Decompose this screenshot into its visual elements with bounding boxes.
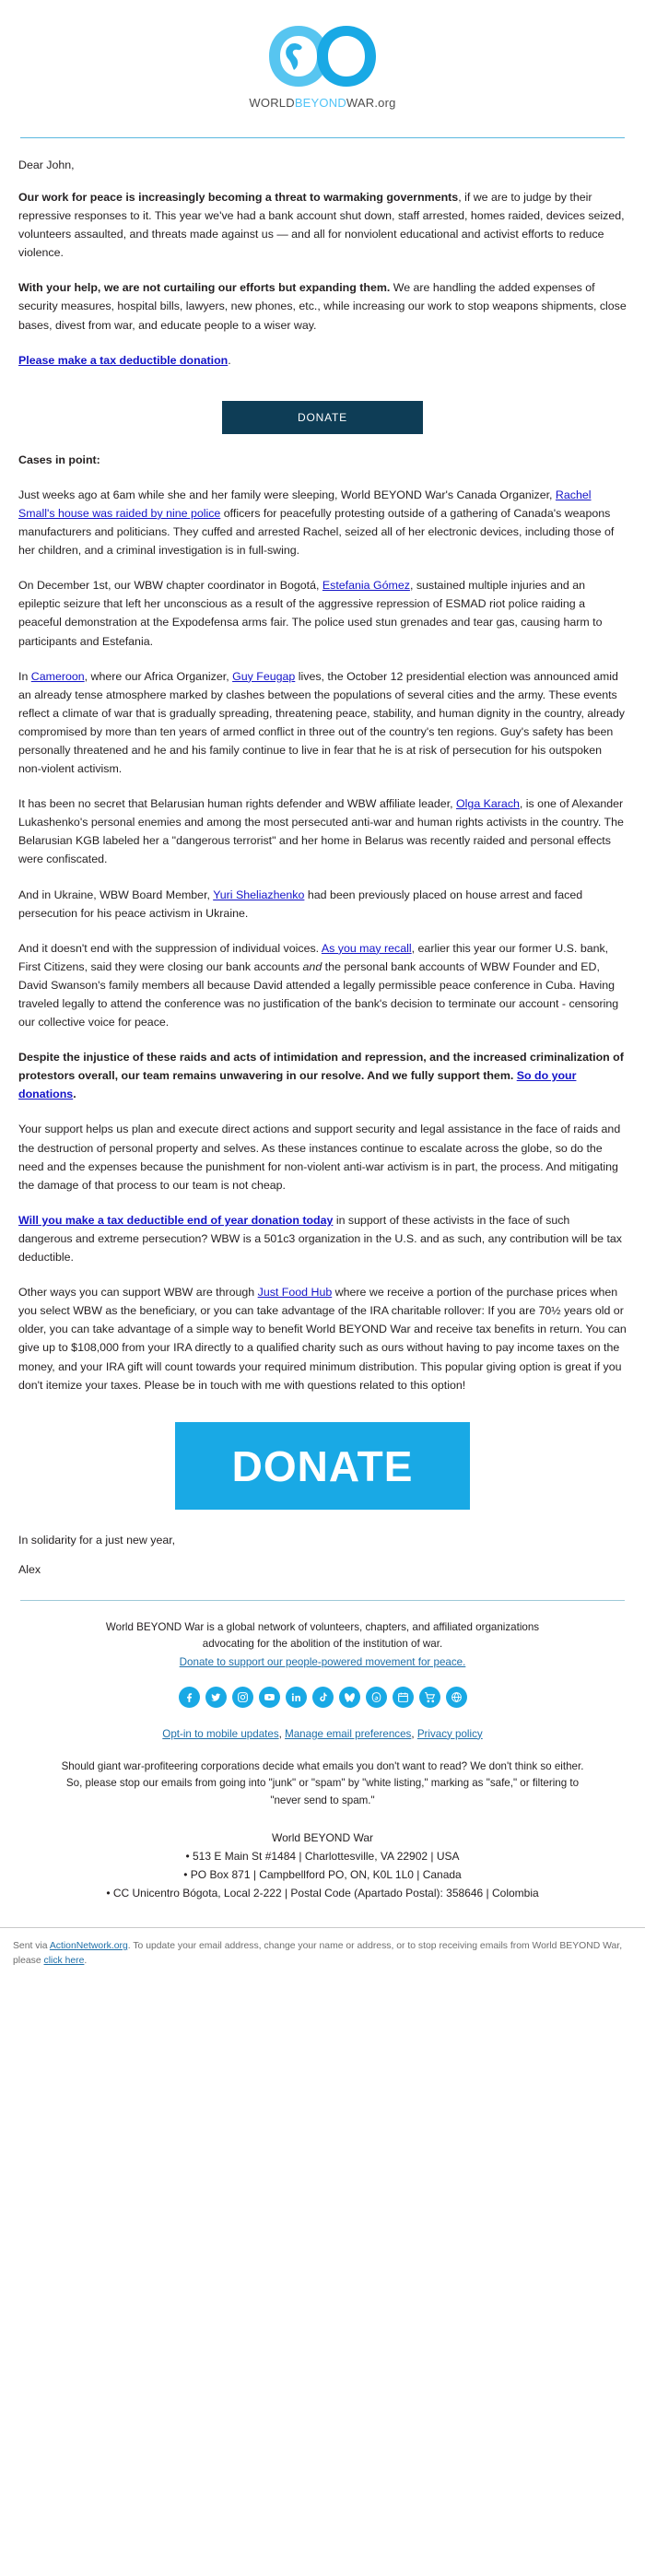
case-estefania-text-b: , sustained multiple injuries and an epileptic seizure that left her unconscious as a result of the aggressive repression of ESMAD riot police raiding a peaceful demonstration at the Expodefensa arms fair. The police used stun grenades and tear gas, causing harm to participants and Estefania. — [18, 579, 603, 648]
case-rachel-small — [18, 486, 627, 559]
other-ways-text-a: Other ways you can support WBW are through — [18, 1286, 258, 1300]
guy-feugap-link[interactable]: Guy Feugap — [232, 669, 296, 683]
case-yuri-text-a: And in Ukraine, WBW Board Member, — [18, 888, 214, 901]
wordmark-beyond: BEYOND — [294, 96, 346, 110]
donate-button-top[interactable]: DONATE — [222, 401, 423, 434]
footer-link-sep-1: , — [278, 1727, 286, 1740]
click-here-unsubscribe-link[interactable]: click here — [43, 1955, 85, 1966]
email-header — [0, 0, 645, 115]
rachel-small-link[interactable]: Rachel Small's house was raided by nine police — [18, 488, 592, 520]
paragraph-end-of-year-ask — [18, 1211, 627, 1266]
mission-line-1: World BEYOND War is a global network of volunteers, chapters, and affiliated organizations — [105, 1620, 540, 1633]
email-footer — [0, 1601, 645, 1900]
just-food-hub-link[interactable]: Just Food Hub — [257, 1286, 333, 1300]
action-network-link[interactable]: ActionNetwork.org — [49, 1941, 128, 1952]
globe-icon[interactable] — [446, 1687, 467, 1708]
social-icon-row — [37, 1687, 608, 1708]
bluesky-icon[interactable] — [339, 1687, 360, 1708]
tax-deductible-donation-link-paragraph — [18, 351, 627, 370]
address-usa: • 513 E Main St #1484 | Charlottesville, VA 22902 | USA — [185, 1850, 460, 1864]
cameroon-link[interactable]: Cameroon — [30, 669, 85, 683]
address-colombia: • CC Unicentro Bógota, Local 2-222 | Postal Code (Apartado Postal): 358646 | Colombia — [106, 1887, 539, 1900]
organization-name: World BEYOND War — [271, 1831, 373, 1845]
paragraph-threat-bold: Our work for peace is increasingly becoming a threat to warmaking governments — [18, 191, 459, 204]
case-olga-text-b: , is one of Alexander Lukashenko's personal enemies and among the most persecuted anti-war and human rights activists in the country. The Belarusian KGB labeled her a "dangerous terrorist" and her home in Belarus was recently raided and personal effects were confiscated. — [18, 797, 624, 866]
footer-links-row — [37, 1728, 608, 1740]
case-olga-karach — [18, 794, 627, 868]
footer-link-sep-2: , — [411, 1727, 417, 1740]
facebook-icon[interactable] — [179, 1687, 200, 1708]
cart-icon[interactable] — [419, 1687, 440, 1708]
paragraph-expanding — [18, 278, 627, 334]
paragraph-resolve-bold: Despite the injustice of these raids and acts of intimidation and repression, and the increased criminalization of protestors overall, our team remains unwavering in our resolve. And we fully support them. — [18, 1051, 624, 1083]
case-estefania-text-a: On December 1st, our WBW chapter coordinator in Bogotá, — [18, 579, 322, 593]
mission-line-2: advocating for the abolition of the institution of war. — [202, 1637, 443, 1650]
opt-in-mobile-updates-link[interactable]: Opt-in to mobile updates — [162, 1727, 279, 1740]
mission-donate-link-paragraph — [37, 1656, 608, 1668]
spam-whitelist-note: Should giant war-profiteering corporations decide what emails you don't want to read? We don't think so either. So, please stop our emails from going into "junk" or "spam" by "white listing," marking as "safe," or filtering to "never send to spam." — [61, 1759, 584, 1806]
case-olga-text-a: It has been no secret that Belarusian human rights defender and WBW affiliate leader, — [18, 797, 457, 811]
wordmark-world: WORLD — [249, 96, 295, 110]
privacy-policy-link[interactable]: Privacy policy — [416, 1727, 483, 1740]
tiktok-icon[interactable] — [312, 1687, 334, 1708]
estefania-gomez-link[interactable]: Estefania Gómez — [322, 579, 410, 593]
case-cameroon-text-a: In — [18, 669, 31, 683]
organization-address-block — [37, 1831, 608, 1900]
case-rachel-text-a: Just weeks ago at 6am while she and her family were sleeping, World BEYOND War's Canada Organizer, — [18, 488, 556, 501]
so-do-your-donations-link[interactable]: So do your donations — [18, 1069, 577, 1101]
case-estefania-gomez — [18, 576, 627, 650]
header-divider — [20, 137, 625, 138]
other-ways-text-b: where we receive a portion of the purchase prices when you select WBW as the beneficiary, or you can take advantage of the IRA charitable rollover: If you are 70½ years old or older, you can take advantage of a simple way to benefit World BEYOND War and receive tax benefits in return. You can give up to $108,000 from your IRA directly to a qualified charity such as ours without having to pay income taxes on the money, and your IRA gift will count towards your required minimum distribution. This popular giving option is great if you don't itemize your taxes. Please be in touch with me with questions related to this option! — [18, 1286, 627, 1392]
olga-karach-link[interactable]: Olga Karach — [456, 797, 520, 811]
case-cameroon-text-b: , where our Africa Organizer, — [84, 669, 233, 683]
sent-via-suffix: . — [84, 1955, 88, 1966]
paragraph-threat-rest: , if we are to judge by their repressive responses to it. This year we've had a bank account shut down, staff arrested, homes raided, devices seized, volunteers assaulted, and threats made against us — and all for nonviolent educational and activist efforts to reduce violence. — [18, 191, 625, 260]
donate-banner-button[interactable]: DONATE — [175, 1422, 470, 1510]
paragraph-threat — [18, 188, 627, 262]
donate-button-row — [18, 401, 627, 434]
threads-icon[interactable] — [366, 1687, 387, 1708]
world-beyond-war-logo-icon — [268, 20, 377, 92]
sent-via-notice — [0, 1928, 645, 1982]
tax-deductible-donation-link[interactable]: Please make a tax deductible donation — [18, 353, 229, 367]
paragraph-ask-rest: in support of these activists in the face of such dangerous and extreme persecution? WBW is a 501c3 organization in the U.S. and as such, any contribution will be tax deductible. — [18, 1213, 623, 1264]
paragraph-other-ways — [18, 1283, 627, 1394]
signoff-line: In solidarity for a just new year, — [18, 1533, 176, 1547]
paragraph-resolve-period: . — [73, 1088, 76, 1101]
footer-donate-link[interactable]: Donate to support our people-powered movement for peace. — [179, 1655, 466, 1668]
signature-name: Alex — [18, 1562, 41, 1576]
twitter-icon[interactable] — [205, 1687, 227, 1708]
case-bank-text-c: the personal bank accounts of WBW Founder and ED, David Swanson's family members all because David attended a legally permissible peace conference in Cuba. Having traveled legally to attend the conference was no justification of the bank's decision to terminate our account - censoring our collective voice for peace. — [18, 959, 619, 1029]
case-yuri-text-b: had been previously placed on house arrest and faced persecution for his peace activism in Ukraine. — [18, 888, 583, 920]
paragraph-resolve — [18, 1048, 627, 1103]
wordmark-war: WAR.org — [346, 96, 396, 110]
case-rachel-text-b: officers for peacefully protesting outside of a gathering of Canada's weapons manufacturers and politicians. They cuffed and arrested Rachel, seized all of her electronic devices, including those of her children, and a criminal investigation is in full-swing. — [18, 506, 615, 558]
paragraph-expanding-bold: With your help, we are not curtailing our efforts but expanding them. — [18, 281, 391, 295]
case-bank-text-italic: and — [302, 959, 322, 973]
youtube-icon[interactable] — [259, 1687, 280, 1708]
instagram-icon[interactable] — [232, 1687, 253, 1708]
manage-email-preferences-link[interactable]: Manage email preferences — [285, 1727, 412, 1740]
address-canada: • PO Box 871 | Campbellford PO, ON, K0L 1L0 | Canada — [183, 1868, 462, 1882]
logo-wordmark — [0, 96, 645, 110]
as-you-may-recall-link[interactable]: As you may recall — [321, 941, 412, 955]
yuri-sheliazhenko-link[interactable]: Yuri Sheliazhenko — [213, 888, 305, 901]
email-body — [0, 159, 645, 1576]
linkedin-icon[interactable] — [286, 1687, 307, 1708]
case-yuri-sheliazhenko — [18, 886, 627, 923]
calendar-icon[interactable] — [393, 1687, 414, 1708]
end-of-year-donation-link[interactable]: Will you make a tax deductible end of year donation today — [18, 1213, 334, 1227]
paragraph-expanding-rest: We are handling the added expenses of security measures, hospital bills, lawyers, new phones, etc., while increasing our work to stop weapons shipments, close bases, divest from war, and educate people to a wiser way. — [18, 281, 627, 332]
cases-in-point-heading: Cases in point: — [18, 453, 100, 466]
case-cameroon — [18, 667, 627, 779]
sent-via-middle: . To update your email address, change your name or address, or to stop receiving emails from World BEYOND War, please — [13, 1941, 623, 1966]
donate-banner-row — [18, 1422, 627, 1510]
case-cameroon-text-c: lives, the October 12 presidential election was announced amid an already tense atmosphere marked by clashes between the populations of several cities and the army. These events reflect a climate of war that is gradually spreading, threatening peace, stability, and human dignity in the country, already compromised by more than ten years of armed conflict in three out of the country's ten regions. Guy's safety has been personally threatened and he and his family continue to live in fear that he is at risk of persecution for his outspoken non-violent activism. — [18, 669, 625, 776]
paragraph-your-support: Your support helps us plan and execute direct actions and support security and legal assistance in the face of raids and the destruction of personal property and selves. As these instances continue to escalate across the globe, so do the need and the expenses because the punishment for non-violent anti-war activism is in part, the process. And mitigating the damage of that process to our team is not cheap. — [18, 1123, 621, 1192]
case-bank-text-a: And it doesn't end with the suppression of individual voices. — [18, 941, 322, 955]
sent-via-prefix: Sent via — [13, 1941, 50, 1952]
salutation: Dear John, — [18, 159, 75, 171]
case-bank-first-citizens — [18, 939, 627, 1031]
case-bank-text-b: , earlier this year our former U.S. bank, First Citizens, said they were closing our bank accounts — [18, 941, 609, 973]
tax-deductible-donation-period: . — [228, 353, 231, 367]
